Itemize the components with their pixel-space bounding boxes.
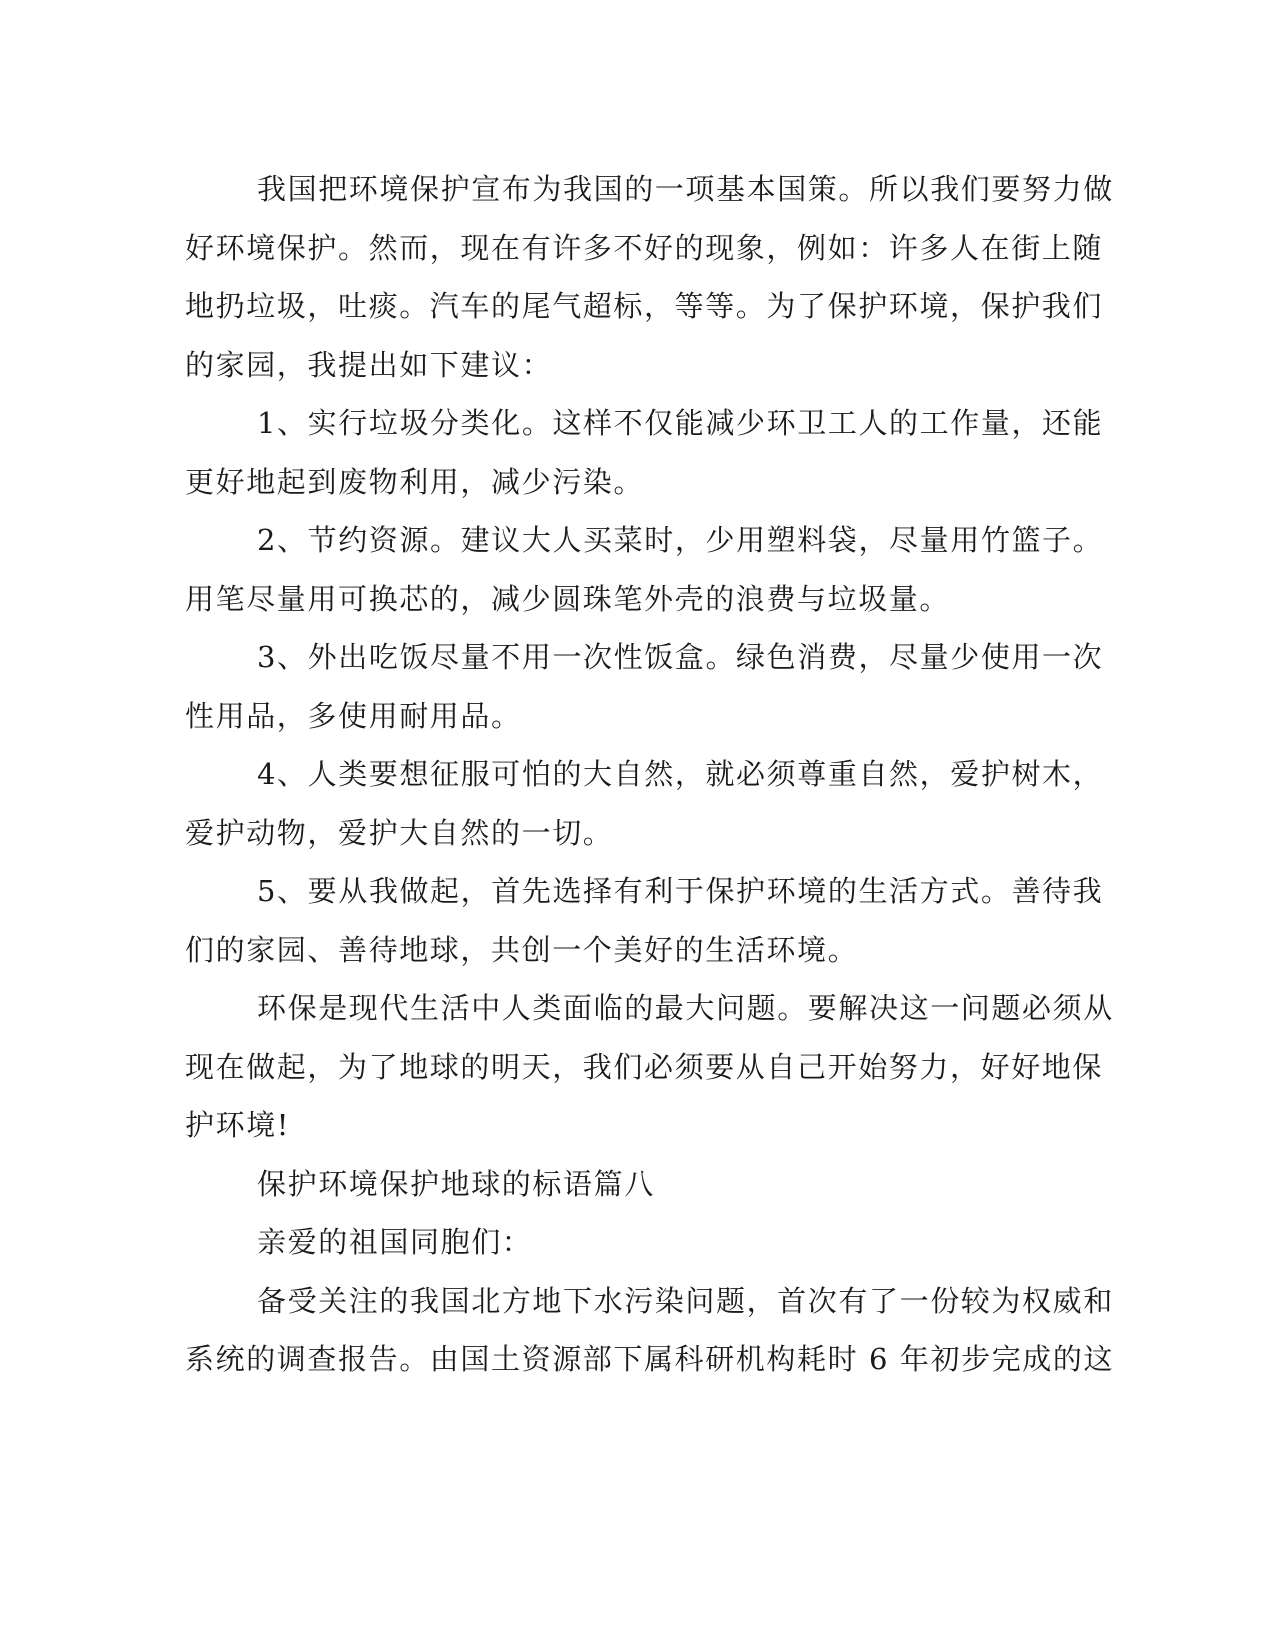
paragraph-line: 现在做起，为了地球的明天，我们必须要从自己开始努力，好好地保 xyxy=(185,1049,1104,1084)
paragraph-line: 备受关注的我国北方地下水污染问题，首次有了一份较为权威和 xyxy=(257,1283,1114,1318)
paragraph-line: 爱护动物，爱护大自然的一切。 xyxy=(185,815,614,850)
paragraph-line: 5、要从我做起，首先选择有利于保护环境的生活方式。善待我 xyxy=(257,874,1104,908)
paragraph-line: 用笔尽量用可换芯的，减少圆珠笔外壳的浪费与垃圾量。 xyxy=(185,581,951,616)
paragraph-line: 地扔垃圾，吐痰。汽车的尾气超标，等等。为了保护环境，保护我们 xyxy=(185,289,1104,323)
paragraph-line: 1、实行垃圾分类化。这样不仅能减少环卫工人的工作量，还能 xyxy=(257,406,1104,440)
paragraph-line: 们的家园、善待地球，共创一个美好的生活环境。 xyxy=(185,932,859,967)
paragraph-line: 2、节约资源。建议大人买菜时，少用塑料袋，尽量用竹篮子。 xyxy=(257,523,1104,557)
paragraph-line: 系统的调查报告。由国土资源部下属科研机构耗时 6 年初步完成的这 xyxy=(185,1342,1115,1376)
paragraph-line: 3、外出吃饭尽量不用一次性饭盒。绿色消费，尽量少使用一次 xyxy=(257,640,1104,674)
section-heading: 保护环境保护地球的标语篇八 xyxy=(257,1166,655,1201)
paragraph-line: 的家园，我提出如下建议： xyxy=(185,347,553,382)
paragraph-line: 护环境! xyxy=(185,1108,291,1142)
document-body xyxy=(185,160,1115,1389)
paragraph-line: 更好地起到废物利用，减少污染。 xyxy=(185,464,645,499)
paragraph-line: 我国把环境保护宣布为我国的一项基本国策。所以我们要努力做 xyxy=(257,172,1114,206)
paragraph-line: 4、人类要想征服可怕的大自然，就必须尊重自然，爱护树木， xyxy=(257,757,1104,791)
paragraph-line: 性用品，多使用耐用品。 xyxy=(185,698,522,733)
paragraph-line: 好环境保护。然而，现在有许多不好的现象，例如：许多人在街上随 xyxy=(185,230,1104,265)
salutation: 亲爱的祖国同胞们： xyxy=(257,1225,533,1259)
paragraph-line: 环保是现代生活中人类面临的最大问题。要解决这一问题必须从 xyxy=(257,991,1114,1025)
